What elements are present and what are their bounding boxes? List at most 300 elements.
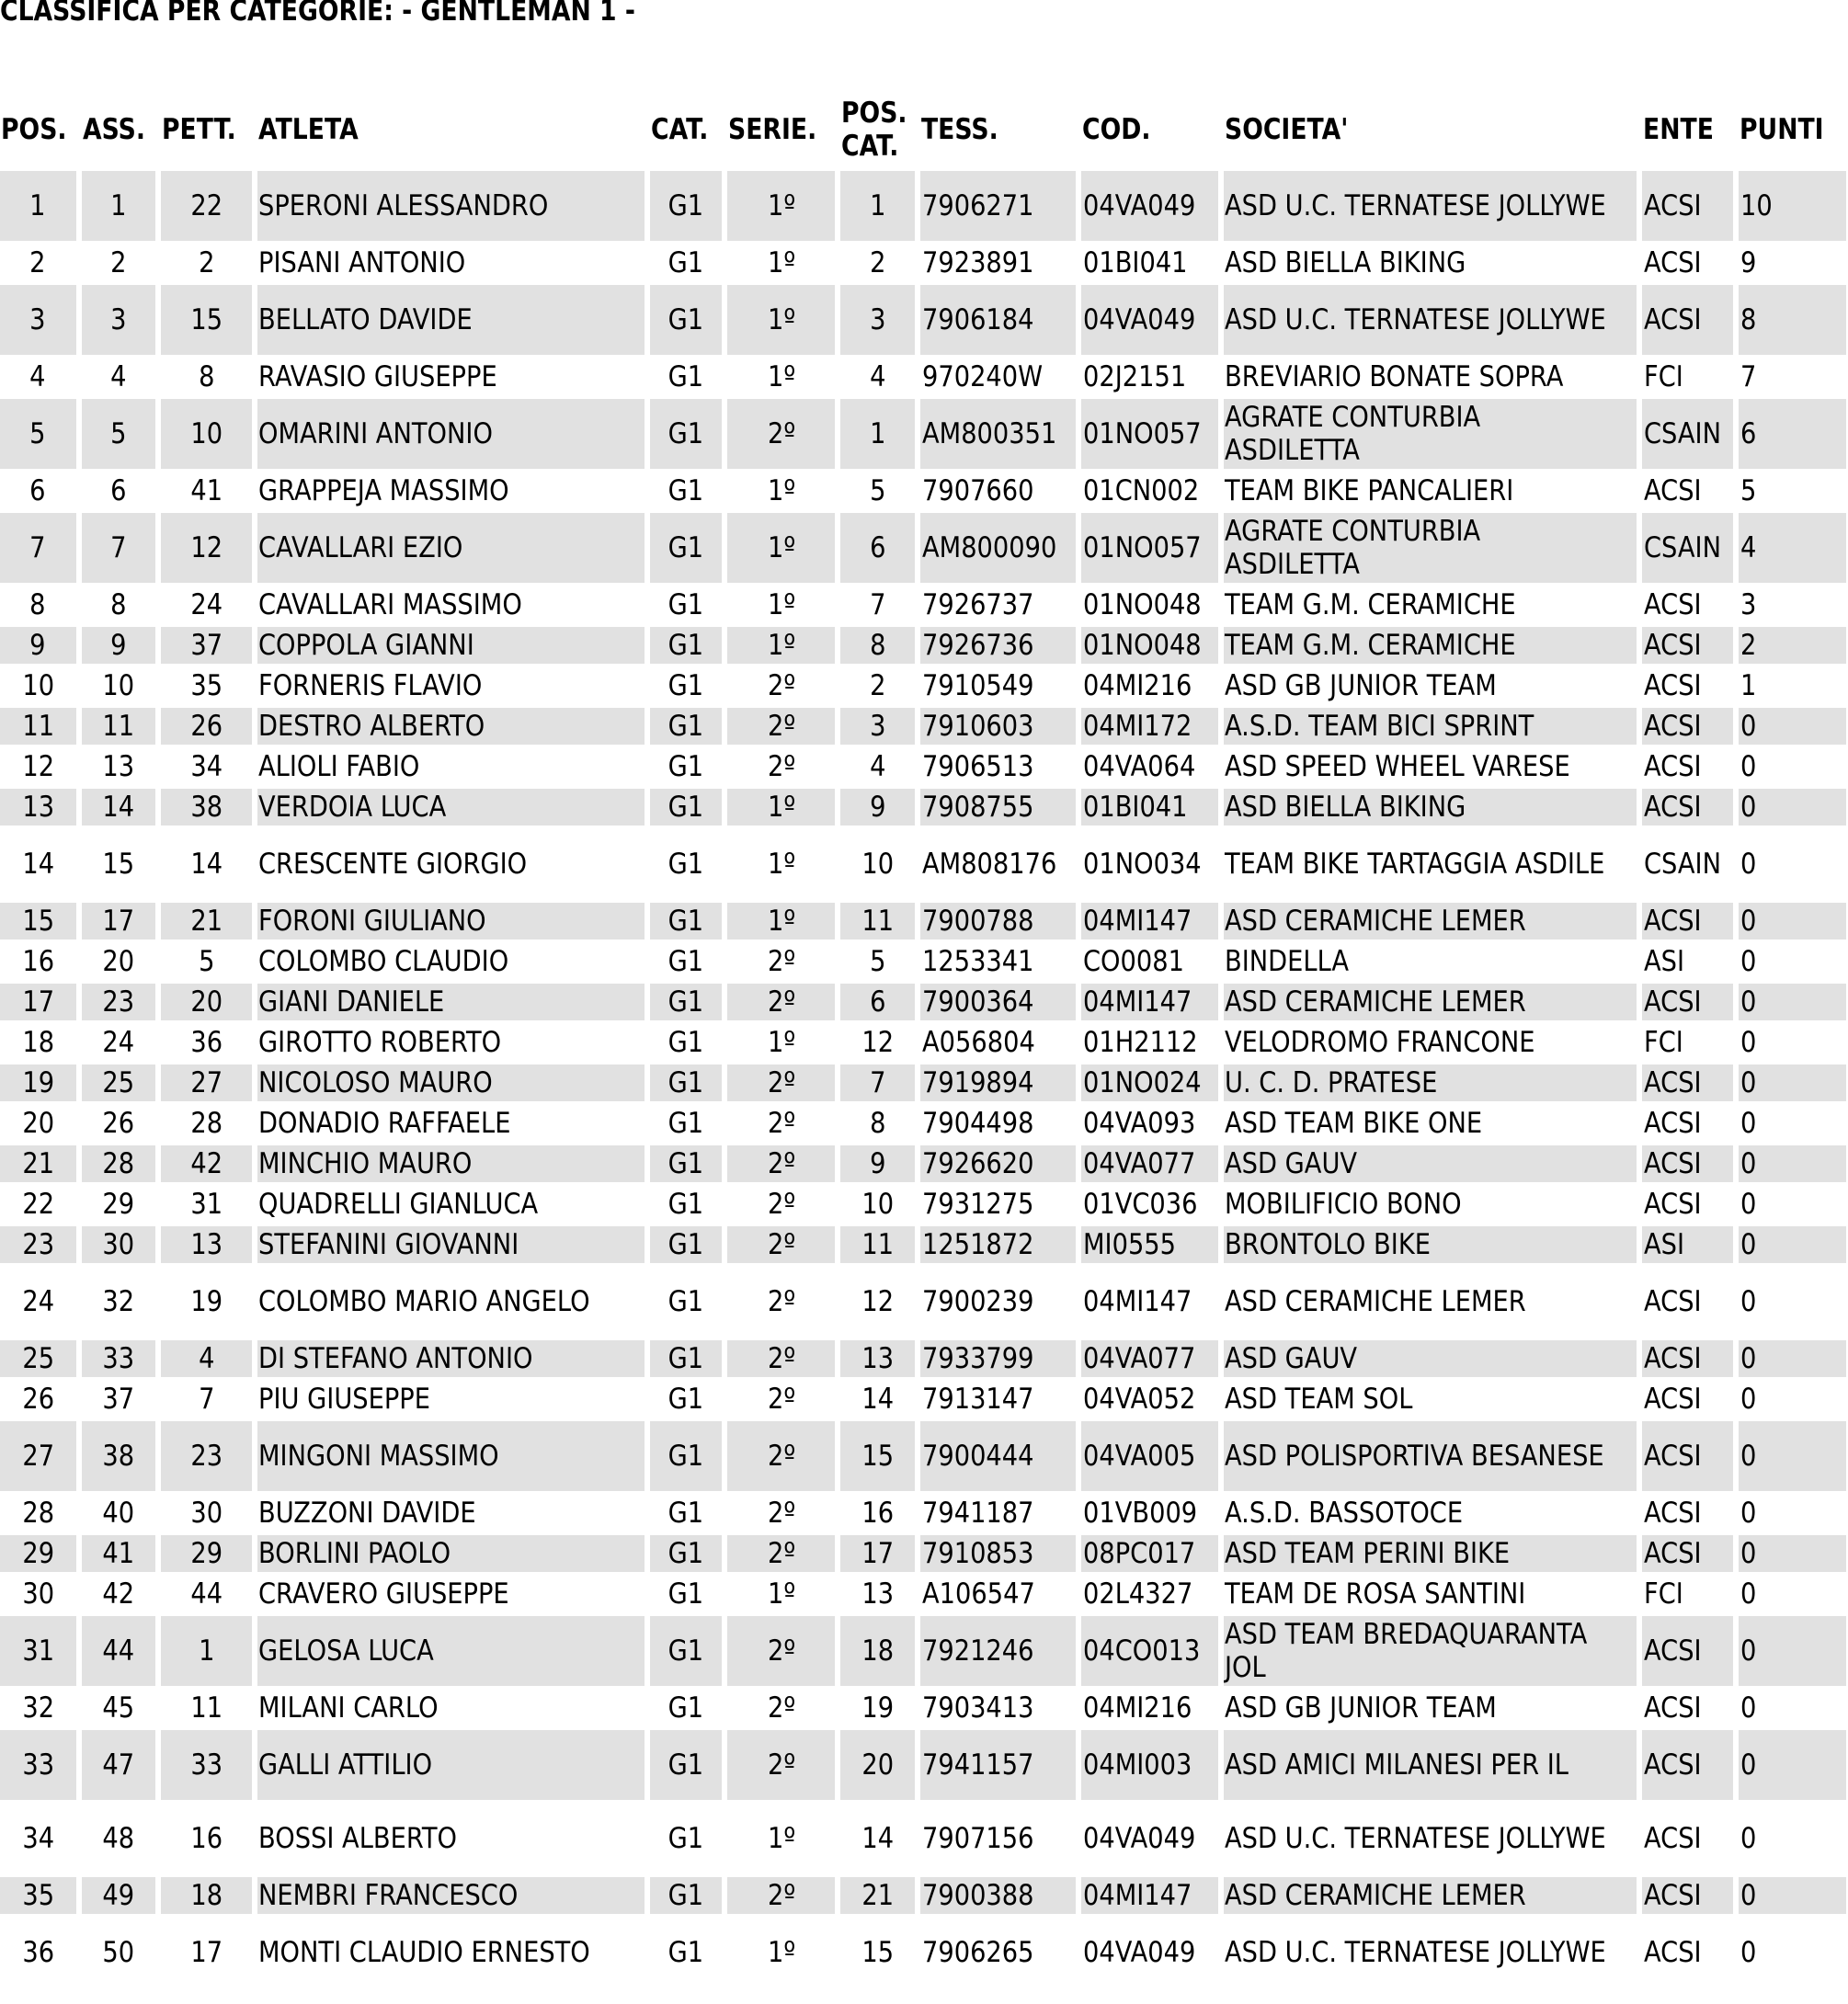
table-row bbox=[0, 1804, 1846, 1873]
cell-pos-cat bbox=[840, 1381, 915, 1418]
cell-punti bbox=[1739, 943, 1846, 980]
cell-ass bbox=[82, 399, 156, 469]
cell-cat bbox=[650, 245, 723, 281]
cell-tess-text: 7908755 bbox=[921, 791, 1034, 824]
cell-pett bbox=[161, 1535, 252, 1572]
cell-societa bbox=[1224, 1616, 1637, 1686]
cell-ass bbox=[82, 1877, 156, 1914]
cell-pos bbox=[0, 586, 76, 623]
cell-cat bbox=[650, 473, 723, 509]
cell-punti bbox=[1739, 1730, 1846, 1800]
cell-cod-text: 04VA077 bbox=[1083, 1147, 1196, 1180]
cell-cat-text: G1 bbox=[667, 905, 704, 938]
cell-cod-text: 08PC017 bbox=[1083, 1537, 1196, 1570]
cell-serie bbox=[727, 245, 835, 281]
cell-pett-text: 17 bbox=[190, 1936, 222, 1969]
cell-punti bbox=[1739, 829, 1846, 899]
cell-pett bbox=[161, 1421, 252, 1491]
cell-ente bbox=[1642, 1226, 1733, 1263]
cell-serie bbox=[727, 1381, 835, 1418]
cell-pos-cat-text: 20 bbox=[861, 1748, 894, 1782]
cell-pett bbox=[161, 789, 252, 826]
cell-pett bbox=[161, 245, 252, 281]
cell-ente bbox=[1642, 1616, 1733, 1686]
cell-pos-cat-text: 11 bbox=[861, 905, 894, 938]
cell-cat bbox=[650, 359, 723, 395]
cell-ass-text: 38 bbox=[102, 1440, 135, 1473]
cell-cod bbox=[1081, 943, 1218, 980]
cell-cat bbox=[650, 1226, 723, 1263]
cell-serie-text: 2º bbox=[767, 1634, 795, 1668]
cell-punti bbox=[1739, 748, 1846, 785]
cell-pett-text: 1 bbox=[198, 1634, 215, 1668]
cell-pett-text: 2 bbox=[198, 246, 215, 279]
cell-tess bbox=[920, 1145, 1076, 1182]
cell-cat bbox=[650, 1145, 723, 1182]
cell-atleta-text: RAVASIO GIUSEPPE bbox=[257, 360, 497, 393]
col-header-label: ENTE bbox=[1643, 113, 1715, 146]
cell-ente bbox=[1642, 473, 1733, 509]
cell-serie bbox=[727, 359, 835, 395]
cell-pett-text: 7 bbox=[198, 1383, 215, 1416]
cell-pos-cat-text: 5 bbox=[869, 474, 886, 507]
cell-atleta-text: FORNERIS FLAVIO bbox=[257, 669, 483, 702]
table-row bbox=[0, 359, 1846, 395]
cell-ass bbox=[82, 748, 156, 785]
cell-pos bbox=[0, 1267, 76, 1337]
cell-ass bbox=[82, 1918, 156, 1987]
cell-pos-cat-text: 4 bbox=[869, 360, 886, 393]
cell-pett-text: 21 bbox=[190, 905, 222, 938]
cell-serie-text: 2º bbox=[767, 1107, 795, 1140]
cell-societa-text: VELODROMO FRANCONE bbox=[1225, 1026, 1535, 1059]
cell-pos-cat-text: 11 bbox=[861, 1228, 894, 1261]
cell-ente bbox=[1642, 1267, 1733, 1337]
cell-tess-text: 970240W bbox=[921, 360, 1043, 393]
cell-pett-text: 31 bbox=[190, 1188, 222, 1221]
cell-pett-text: 5 bbox=[198, 945, 215, 978]
cell-pos-text: 32 bbox=[21, 1691, 54, 1725]
cell-societa bbox=[1224, 1804, 1637, 1873]
table-row bbox=[0, 748, 1846, 785]
cell-ass-text: 26 bbox=[102, 1107, 135, 1140]
cell-atleta-text: COLOMBO MARIO ANGELO bbox=[257, 1285, 590, 1318]
cell-serie bbox=[727, 1267, 835, 1337]
table-row bbox=[0, 1495, 1846, 1531]
cell-pos-cat bbox=[840, 359, 915, 395]
cell-cod-text: 04VA064 bbox=[1083, 750, 1196, 783]
cell-ente-text: ACSI bbox=[1644, 710, 1702, 743]
cell-pos-text: 17 bbox=[21, 985, 54, 1019]
cell-atleta-text: CRAVERO GIUSEPPE bbox=[257, 1577, 509, 1611]
cell-ente bbox=[1642, 708, 1733, 745]
cell-tess bbox=[920, 789, 1076, 826]
cell-ass bbox=[82, 1381, 156, 1418]
table-row bbox=[0, 627, 1846, 664]
cell-tess bbox=[920, 667, 1076, 704]
cell-punti-text: 4 bbox=[1740, 531, 1757, 564]
cell-pos-cat bbox=[840, 1024, 915, 1061]
cell-cod-text: 04VA077 bbox=[1083, 1342, 1196, 1375]
cell-pos-cat bbox=[840, 748, 915, 785]
cell-pos-cat bbox=[840, 285, 915, 355]
cell-ente bbox=[1642, 1024, 1733, 1061]
cell-cod bbox=[1081, 285, 1218, 355]
cell-pett bbox=[161, 513, 252, 583]
cell-pos-cat-text: 7 bbox=[869, 588, 886, 621]
cell-pos-cat bbox=[840, 943, 915, 980]
cell-ente bbox=[1642, 1145, 1733, 1182]
cell-pett bbox=[161, 943, 252, 980]
cell-ente bbox=[1642, 789, 1733, 826]
cell-atleta bbox=[257, 513, 645, 583]
cell-atleta bbox=[257, 829, 645, 899]
cell-ente-text: ACSI bbox=[1644, 905, 1702, 938]
cell-ass bbox=[82, 1226, 156, 1263]
cell-serie bbox=[727, 1918, 835, 1987]
cell-societa bbox=[1224, 748, 1637, 785]
cell-pett-text: 12 bbox=[190, 531, 222, 564]
cell-pos-text: 11 bbox=[21, 710, 54, 743]
cell-ass-text: 37 bbox=[102, 1383, 135, 1416]
cell-cat-text: G1 bbox=[667, 1822, 704, 1855]
cell-tess bbox=[920, 359, 1076, 395]
cell-tess bbox=[920, 1690, 1076, 1726]
cell-tess-text: 7900239 bbox=[921, 1285, 1034, 1318]
table-row bbox=[0, 829, 1846, 899]
col-header-label: ASS. bbox=[82, 113, 145, 146]
cell-serie-text: 2º bbox=[767, 1537, 795, 1570]
cell-atleta-text: NEMBRI FRANCESCO bbox=[257, 1879, 519, 1912]
cell-ente-text: ASI bbox=[1644, 1228, 1685, 1261]
cell-ass bbox=[82, 171, 156, 241]
cell-cod bbox=[1081, 748, 1218, 785]
cell-ente-text: ACSI bbox=[1644, 985, 1702, 1019]
cell-atleta-text: OMARINI ANTONIO bbox=[257, 417, 493, 450]
cell-tess bbox=[920, 1495, 1076, 1531]
cell-punti bbox=[1739, 789, 1846, 826]
cell-serie-text: 2º bbox=[767, 1440, 795, 1473]
cell-pos-text: 31 bbox=[21, 1634, 54, 1668]
cell-pos-cat-text: 17 bbox=[861, 1537, 894, 1570]
cell-ass bbox=[82, 789, 156, 826]
cell-punti-text: 0 bbox=[1740, 905, 1757, 938]
col-header-pett bbox=[161, 92, 252, 167]
cell-tess bbox=[920, 473, 1076, 509]
cell-pett-text: 10 bbox=[190, 417, 222, 450]
cell-pett bbox=[161, 285, 252, 355]
cell-societa bbox=[1224, 1065, 1637, 1101]
cell-societa-text: MOBILIFICIO BONO bbox=[1225, 1188, 1462, 1221]
cell-pos-cat-text: 10 bbox=[861, 848, 894, 881]
col-header-label: POS. CAT. bbox=[841, 97, 907, 163]
cell-societa bbox=[1224, 903, 1637, 939]
cell-cat bbox=[650, 1267, 723, 1337]
cell-tess-text: 7904498 bbox=[921, 1107, 1034, 1140]
cell-serie bbox=[727, 1065, 835, 1101]
cell-ass-text: 4 bbox=[110, 360, 127, 393]
table-row bbox=[0, 1267, 1846, 1337]
cell-ass bbox=[82, 1024, 156, 1061]
cell-societa-text: TEAM G.M. CERAMICHE bbox=[1225, 588, 1516, 621]
cell-atleta bbox=[257, 1730, 645, 1800]
cell-serie bbox=[727, 627, 835, 664]
cell-serie bbox=[727, 829, 835, 899]
cell-cod-text: CO0081 bbox=[1083, 945, 1185, 978]
cell-cod bbox=[1081, 1918, 1218, 1987]
cell-ente bbox=[1642, 171, 1733, 241]
cell-pett-text: 15 bbox=[190, 303, 222, 336]
cell-societa-text: ASD AMICI MILANESI PER IL bbox=[1225, 1748, 1569, 1782]
cell-ente-text: ACSI bbox=[1644, 303, 1702, 336]
cell-pett bbox=[161, 627, 252, 664]
cell-atleta bbox=[257, 1186, 645, 1223]
cell-pos-cat-text: 9 bbox=[869, 1147, 886, 1180]
cell-atleta-text: GIANI DANIELE bbox=[257, 985, 445, 1019]
cell-societa-text: U. C. D. PRATESE bbox=[1225, 1066, 1438, 1099]
cell-societa bbox=[1224, 1421, 1637, 1491]
cell-atleta-text: FORONI GIULIANO bbox=[257, 905, 486, 938]
cell-ass-text: 24 bbox=[102, 1026, 135, 1059]
cell-societa-text: ASD U.C. TERNATESE JOLLYWE bbox=[1225, 1936, 1606, 1969]
col-header-cat bbox=[650, 92, 723, 167]
cell-punti bbox=[1739, 245, 1846, 281]
cell-societa-text: ASD U.C. TERNATESE JOLLYWE bbox=[1225, 303, 1606, 336]
cell-ass-text: 49 bbox=[102, 1879, 135, 1912]
cell-ass bbox=[82, 667, 156, 704]
cell-tess-text: 7926620 bbox=[921, 1147, 1034, 1180]
cell-cat-text: G1 bbox=[667, 1107, 704, 1140]
cell-ente bbox=[1642, 1105, 1733, 1142]
cell-societa bbox=[1224, 1145, 1637, 1182]
cell-tess bbox=[920, 627, 1076, 664]
cell-pos-cat-text: 13 bbox=[861, 1577, 894, 1611]
cell-societa bbox=[1224, 627, 1637, 664]
cell-serie-text: 2º bbox=[767, 1879, 795, 1912]
cell-ente-text: ACSI bbox=[1644, 669, 1702, 702]
cell-pett-text: 23 bbox=[190, 1440, 222, 1473]
cell-ass bbox=[82, 829, 156, 899]
cell-tess bbox=[920, 171, 1076, 241]
cell-atleta-text: CAVALLARI EZIO bbox=[257, 531, 463, 564]
cell-cat-text: G1 bbox=[667, 303, 704, 336]
cell-pett-text: 29 bbox=[190, 1537, 222, 1570]
cell-cat-text: G1 bbox=[667, 1879, 704, 1912]
col-header-label: PUNTI bbox=[1740, 113, 1824, 146]
table-row bbox=[0, 1105, 1846, 1142]
table-row bbox=[0, 1226, 1846, 1263]
cell-societa bbox=[1224, 1690, 1637, 1726]
cell-cod-text: 01NO034 bbox=[1083, 848, 1202, 881]
cell-pos-text: 21 bbox=[21, 1147, 54, 1180]
cell-tess-text: 7926737 bbox=[921, 588, 1034, 621]
cell-ass-text: 23 bbox=[102, 985, 135, 1019]
cell-serie-text: 1º bbox=[767, 848, 795, 881]
cell-cat-text: G1 bbox=[667, 1537, 704, 1570]
cell-tess-text: 7933799 bbox=[921, 1342, 1034, 1375]
cell-atleta-text: MILANI CARLO bbox=[257, 1691, 439, 1725]
cell-ente bbox=[1642, 1804, 1733, 1873]
cell-ente-text: ACSI bbox=[1644, 1691, 1702, 1725]
cell-punti-text: 3 bbox=[1740, 588, 1757, 621]
cell-punti bbox=[1739, 1804, 1846, 1873]
cell-serie-text: 1º bbox=[767, 588, 795, 621]
cell-cod-text: 02J2151 bbox=[1083, 360, 1187, 393]
cell-ente bbox=[1642, 903, 1733, 939]
col-header-pos bbox=[0, 92, 76, 167]
cell-pos-cat bbox=[840, 245, 915, 281]
cell-ass bbox=[82, 245, 156, 281]
cell-cat bbox=[650, 748, 723, 785]
cell-ente bbox=[1642, 359, 1733, 395]
cell-ente-text: ACSI bbox=[1644, 791, 1702, 824]
cell-atleta bbox=[257, 1065, 645, 1101]
cell-ente bbox=[1642, 627, 1733, 664]
cell-ente-text: ACSI bbox=[1644, 189, 1702, 222]
cell-ass-text: 17 bbox=[102, 905, 135, 938]
cell-atleta-text: MINGONI MASSIMO bbox=[257, 1440, 499, 1473]
cell-societa bbox=[1224, 1267, 1637, 1337]
cell-cod-text: 01H2112 bbox=[1083, 1026, 1198, 1059]
cell-serie-text: 1º bbox=[767, 303, 795, 336]
cell-punti bbox=[1739, 1690, 1846, 1726]
cell-societa-text: ASD GAUV bbox=[1225, 1147, 1358, 1180]
cell-serie-text: 2º bbox=[767, 1691, 795, 1725]
cell-punti-text: 0 bbox=[1740, 1879, 1757, 1912]
cell-punti-text: 0 bbox=[1740, 1228, 1757, 1261]
cell-pos-cat-text: 3 bbox=[869, 303, 886, 336]
cell-serie bbox=[727, 943, 835, 980]
cell-societa bbox=[1224, 789, 1637, 826]
cell-pett bbox=[161, 1495, 252, 1531]
cell-atleta-text: VERDOIA LUCA bbox=[257, 791, 447, 824]
cell-punti bbox=[1739, 984, 1846, 1020]
cell-cat bbox=[650, 1065, 723, 1101]
cell-atleta bbox=[257, 708, 645, 745]
cell-ass-text: 47 bbox=[102, 1748, 135, 1782]
cell-cat-text: G1 bbox=[667, 360, 704, 393]
cell-tess-text: 7906265 bbox=[921, 1936, 1034, 1969]
cell-punti-text: 0 bbox=[1740, 750, 1757, 783]
cell-punti-text: 0 bbox=[1740, 1691, 1757, 1725]
cell-pos-cat bbox=[840, 513, 915, 583]
cell-pos-text: 4 bbox=[29, 360, 46, 393]
cell-atleta-text: CRESCENTE GIORGIO bbox=[257, 848, 527, 881]
cell-societa bbox=[1224, 586, 1637, 623]
cell-ente-text: ACSI bbox=[1644, 1497, 1702, 1530]
cell-ass-text: 44 bbox=[102, 1634, 135, 1668]
cell-ente bbox=[1642, 1576, 1733, 1612]
cell-tess bbox=[920, 1381, 1076, 1418]
cell-serie bbox=[727, 1535, 835, 1572]
cell-pos-cat-text: 13 bbox=[861, 1342, 894, 1375]
cell-pos bbox=[0, 1421, 76, 1491]
cell-pett bbox=[161, 473, 252, 509]
cell-societa bbox=[1224, 285, 1637, 355]
cell-atleta bbox=[257, 903, 645, 939]
table-row bbox=[0, 586, 1846, 623]
table-row bbox=[0, 984, 1846, 1020]
cell-ente bbox=[1642, 285, 1733, 355]
cell-cod bbox=[1081, 1226, 1218, 1263]
cell-punti-text: 0 bbox=[1740, 1936, 1757, 1969]
cell-pett-text: 22 bbox=[190, 189, 222, 222]
cell-ass bbox=[82, 1105, 156, 1142]
cell-pett bbox=[161, 1918, 252, 1987]
cell-cod bbox=[1081, 1576, 1218, 1612]
cell-atleta bbox=[257, 245, 645, 281]
col-header-label: CAT. bbox=[650, 113, 709, 146]
cell-punti bbox=[1739, 627, 1846, 664]
cell-pos bbox=[0, 748, 76, 785]
cell-societa-text: ASD GB JUNIOR TEAM bbox=[1225, 669, 1498, 702]
cell-ente-text: ACSI bbox=[1644, 1748, 1702, 1782]
cell-pos-cat bbox=[840, 1918, 915, 1987]
cell-pos-cat-text: 3 bbox=[869, 710, 886, 743]
cell-serie bbox=[727, 708, 835, 745]
cell-cat-text: G1 bbox=[667, 1936, 704, 1969]
cell-atleta-text: MONTI CLAUDIO ERNESTO bbox=[257, 1936, 590, 1969]
cell-cat-text: G1 bbox=[667, 1383, 704, 1416]
cell-serie-text: 2º bbox=[767, 1066, 795, 1099]
cell-pos bbox=[0, 1186, 76, 1223]
cell-ass-text: 20 bbox=[102, 945, 135, 978]
cell-cat bbox=[650, 829, 723, 899]
cell-cat-text: G1 bbox=[667, 791, 704, 824]
cell-ass bbox=[82, 473, 156, 509]
cell-serie-text: 2º bbox=[767, 1285, 795, 1318]
cell-ente bbox=[1642, 1065, 1733, 1101]
cell-pos-text: 15 bbox=[21, 905, 54, 938]
cell-cod bbox=[1081, 473, 1218, 509]
cell-serie-text: 1º bbox=[767, 1026, 795, 1059]
cell-ente-text: ACSI bbox=[1644, 1440, 1702, 1473]
cell-pos bbox=[0, 1381, 76, 1418]
cell-cat-text: G1 bbox=[667, 417, 704, 450]
cell-societa bbox=[1224, 1535, 1637, 1572]
cell-pos-cat bbox=[840, 473, 915, 509]
cell-pos-cat-text: 16 bbox=[861, 1497, 894, 1530]
cell-pos-cat-text: 8 bbox=[869, 1107, 886, 1140]
cell-pos-cat bbox=[840, 1730, 915, 1800]
cell-societa-text: ASD SPEED WHEEL VARESE bbox=[1225, 750, 1570, 783]
cell-pett-text: 36 bbox=[190, 1026, 222, 1059]
cell-ass bbox=[82, 1730, 156, 1800]
cell-serie bbox=[727, 1616, 835, 1686]
cell-atleta bbox=[257, 1877, 645, 1914]
cell-ass bbox=[82, 1186, 156, 1223]
cell-pos bbox=[0, 473, 76, 509]
cell-pos-text: 5 bbox=[29, 417, 46, 450]
table-row bbox=[0, 1616, 1846, 1686]
cell-pett-text: 14 bbox=[190, 848, 222, 881]
cell-ass-text: 13 bbox=[102, 750, 135, 783]
cell-serie bbox=[727, 1186, 835, 1223]
cell-atleta bbox=[257, 748, 645, 785]
cell-societa bbox=[1224, 1340, 1637, 1377]
cell-societa-text: A.S.D. TEAM BICI SPRINT bbox=[1225, 710, 1534, 743]
cell-ass-text: 33 bbox=[102, 1342, 135, 1375]
cell-pos bbox=[0, 1495, 76, 1531]
cell-cat-text: G1 bbox=[667, 1342, 704, 1375]
cell-cod-text: 04MI172 bbox=[1083, 710, 1192, 743]
cell-pos-text: 35 bbox=[21, 1879, 54, 1912]
cell-pett bbox=[161, 708, 252, 745]
cell-ass-text: 29 bbox=[102, 1188, 135, 1221]
cell-tess-text: 7900364 bbox=[921, 985, 1034, 1019]
cell-pos bbox=[0, 1145, 76, 1182]
col-header-label: PETT. bbox=[162, 113, 236, 146]
